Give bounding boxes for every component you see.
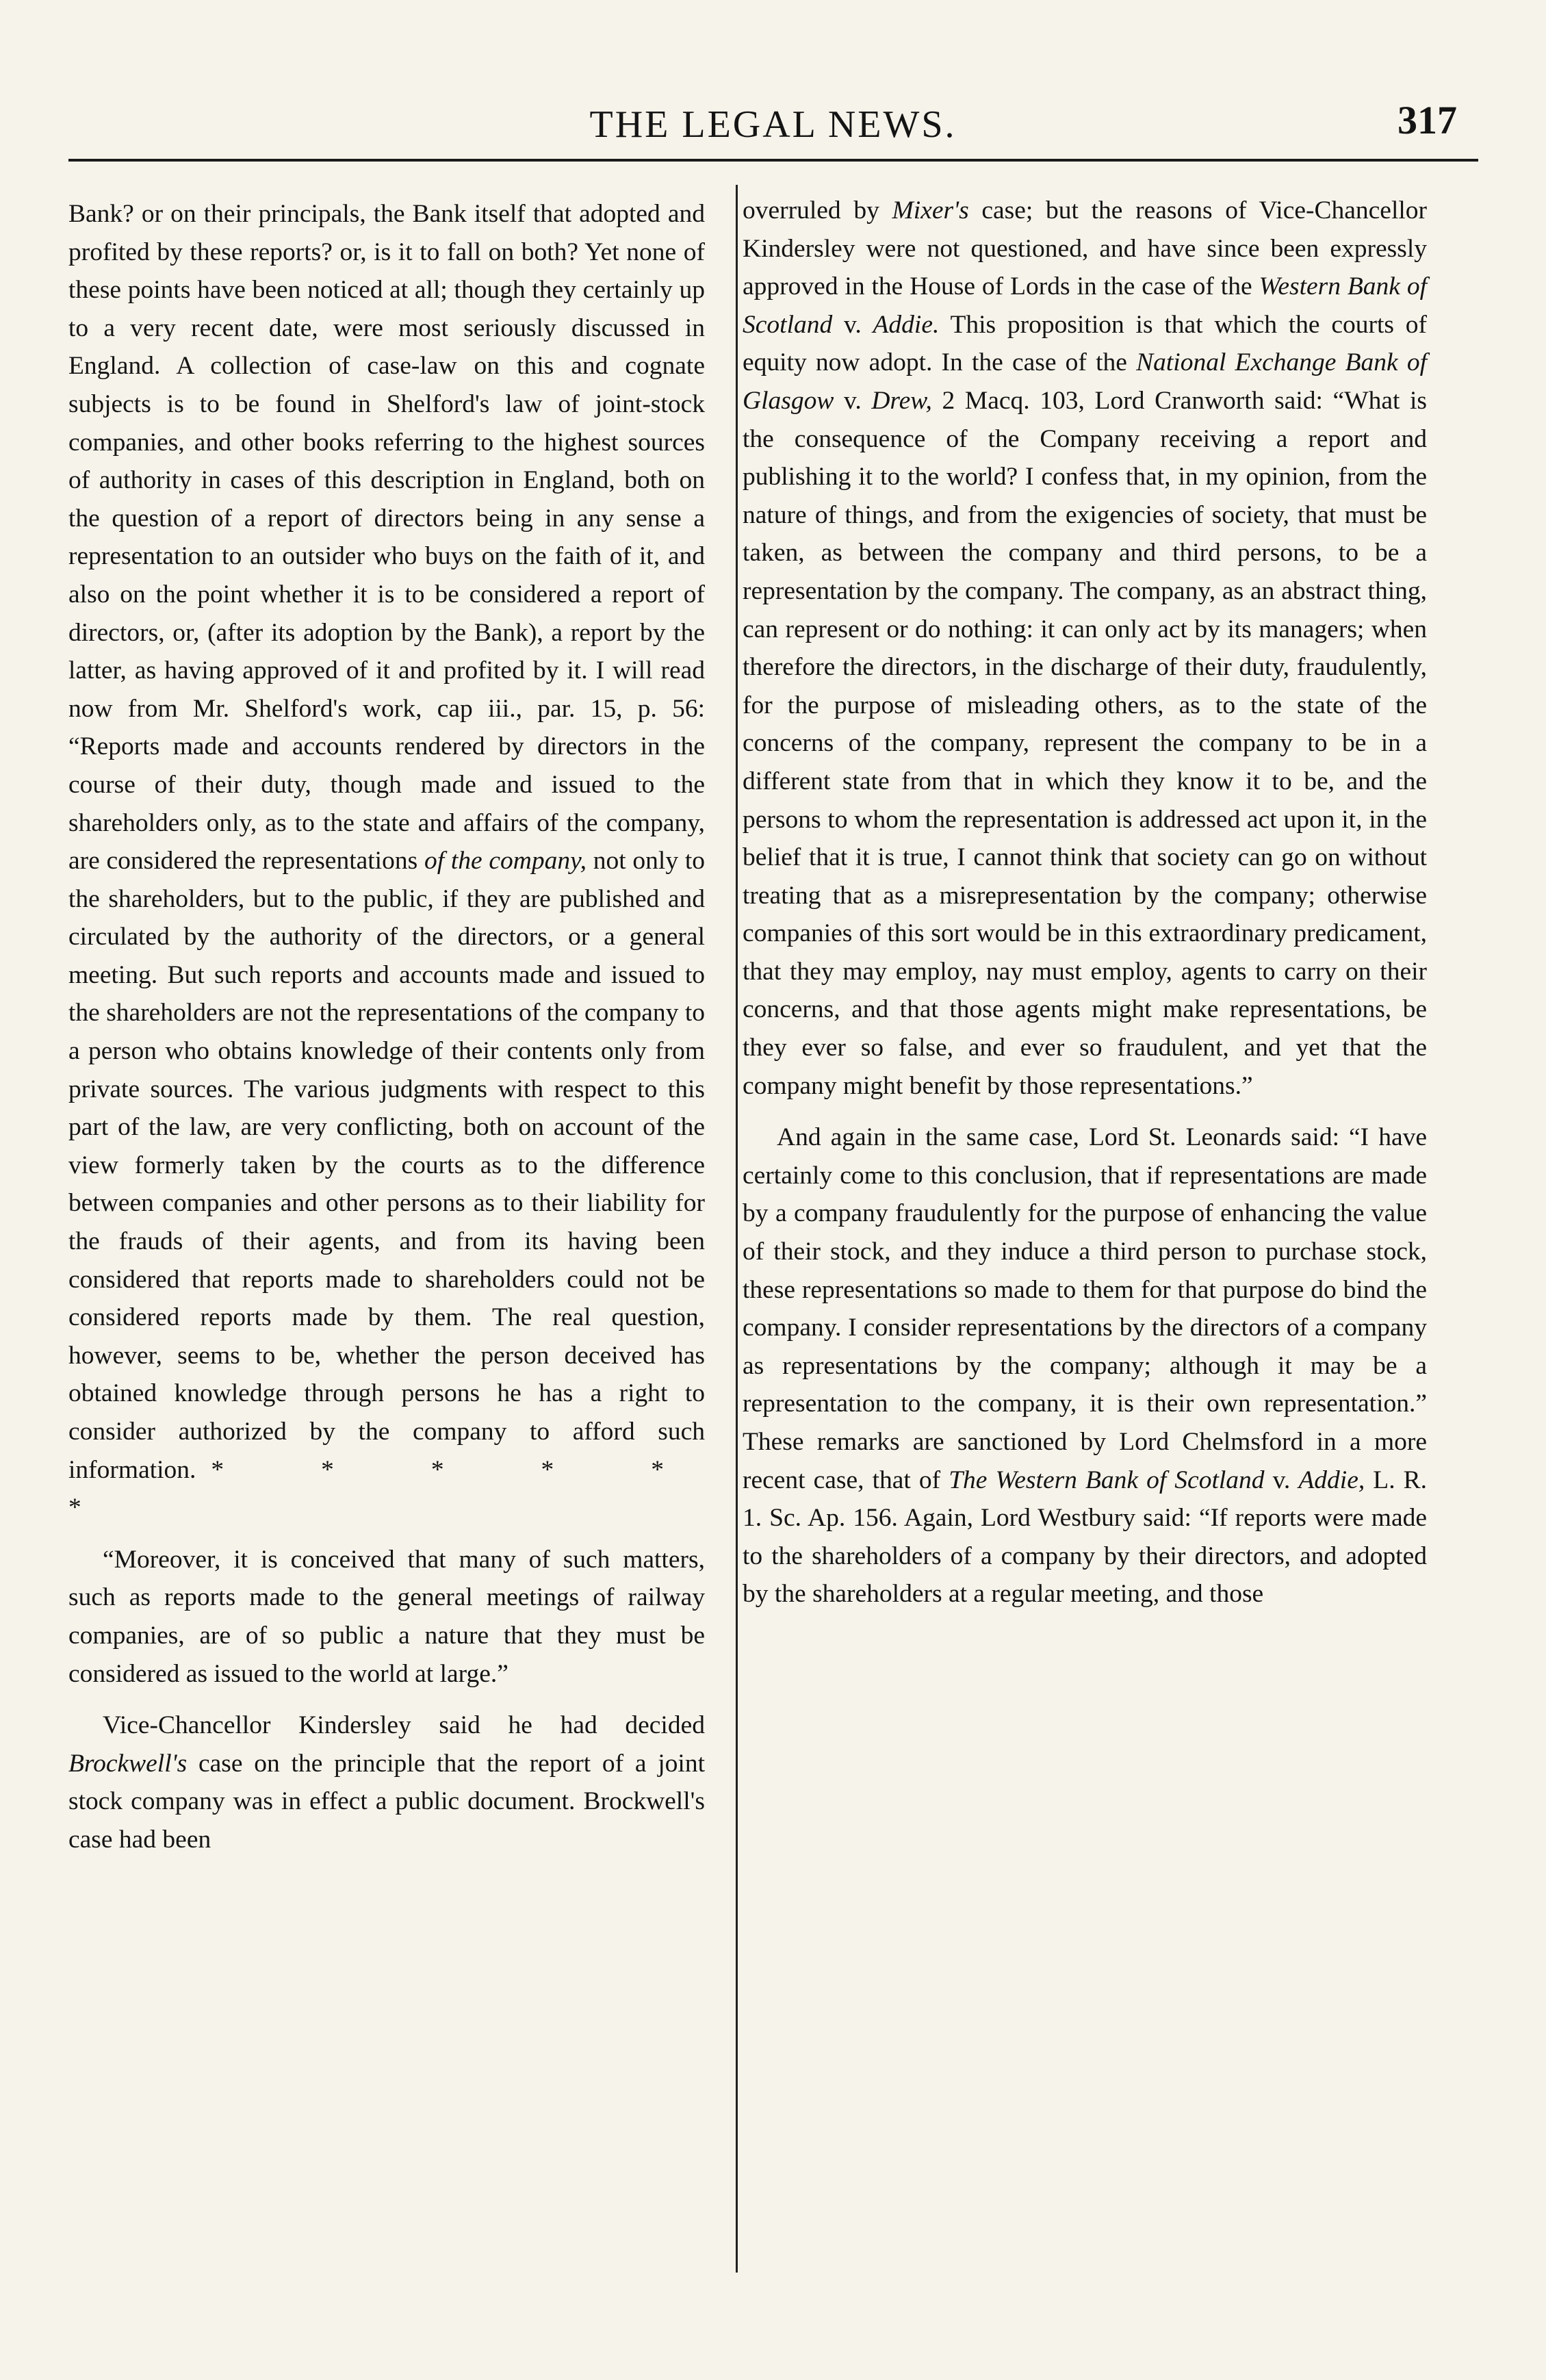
journal-title: THE LEGAL NEWS. [589,103,957,146]
page-header [0,98,1546,157]
left-column [68,195,705,1859]
header-rule [68,159,1478,162]
page-number: 317 [1397,98,1457,142]
left-paragraph-2: “Moreover, it is conceived that many of such matters, such as reports made to the general meetings of railway companies, are of so public a nature that they must be considered as issued to the world at large.” [68,1545,705,1688]
column-divider [736,185,738,2273]
right-paragraph-2: And again in the same case, Lord St. Leonards said: “I have certainly come to this conclusion, that if representations are made by a company fraudulently for the purpose of enhancing the value of their stock, and they induce a third person to purchase stock, these representations so made to them for that purpose do bind the company. I consider representations by the directors of a company as representations by the company; although it may be a representation to the company, it is their own representation.” These remarks are sanctioned by Lord Chelmsford in a more recent case, that of The Western Bank of Scotland v. Addie, L. R. 1. Sc. Ap. 156. Again, Lord Westbury said: “If reports were made to the shareholders of a company by their directors, and adopted by the shareholders at a regular meeting, and those [743,1123,1428,1609]
right-paragraph-1: overruled by Mixer's case; but the reasons of Vice-Chancellor Kindersley were not questioned, and have since been expressly approved in the House of Lords in the case of the Western Bank of Scotland v. Addie. This proposition is that which the courts of equity now adopt. In the case of the National Exchange Bank of Glasgow v. Drew, 2 Macq. 103, Lord Cranworth said: “What is the consequence of the Company receiving a report and publishing it to the world? I confess that, in my opinion, from the nature of things, and from the exigencies of society, that must be taken, as between the company and third persons, to be a representation by the company. The company, as an abstract thing, can represent or do nothing: it can only act by its managers; when therefore the directors, in the discharge of their duty, fraudulently, for the purpose of misleading others, as to the state of the concerns of the company, represent the company to be in a different state from that in which they know it to be, and the persons to whom the representation is addressed act upon it, in the belief that it is true, I cannot think that society can go on without treating that as a misrepresentation by the company; otherwise companies of this sort would be in this extraordinary predicament, that they may employ, nay must employ, agents to carry on their concerns, and that those agents might make representations, be they ever so false, and ever so fraudulent, and yet that the company might benefit by those representations.” [743,196,1428,1100]
left-paragraph-1: Bank? or on their principals, the Bank itself that adopted and profited by these reports? or, is it to fall on both? Yet none of these points have been noticed at all; though they certainly up to a very recent date, were most seriously discussed in England. A collection of case-law on this and cognate subjects is to be found in Shelford's law of joint-stock companies, and other books referring to the highest sources of authority in cases of this description in England, both on the question of a report of directors being in any sense a representation to an outsider who buys on the faith of it, and also on the point whether it is to be considered a report of directors, or, (after its adoption by the Bank), a report by the latter, as having approved of it and profited by it. I will read now from Mr. Shelford's work, cap iii., par. 15, p. 56: “Reports made and accounts rendered by directors in the course of their duty, though made and issued to the shareholders only, as to the state and affairs of the company, are considered the representations of the company, not only to the shareholders, but to the public, if they are published and circulated by the authority of the directors, or a general meeting. But such reports and accounts made and issued to the shareholders are not the representations of the company to a person who obtains knowledge of their contents only from private sources. The various judgments with respect to this part of the law, are very conflicting, both on account of the view formerly taken by the courts as to the difference between companies and other persons as to their liability for the frauds of their agents, and from its having been considered that reports made to shareholders could not be considered reports made by them. The real question, however, seems to be, whether the person deceived has obtained knowledge through persons he has a right to consider authorized by the company to afford such information. * * * * * * [68,200,706,1522]
left-paragraph-3: Vice-Chancellor Kindersley said he had decided Brockwell's case on the principle that the report of a joint stock company was in effect a public document. Brockwell's case had been [68,1711,706,1854]
right-column [743,192,1427,1613]
ellipsis-stars: * * * * * * [68,1455,706,1522]
